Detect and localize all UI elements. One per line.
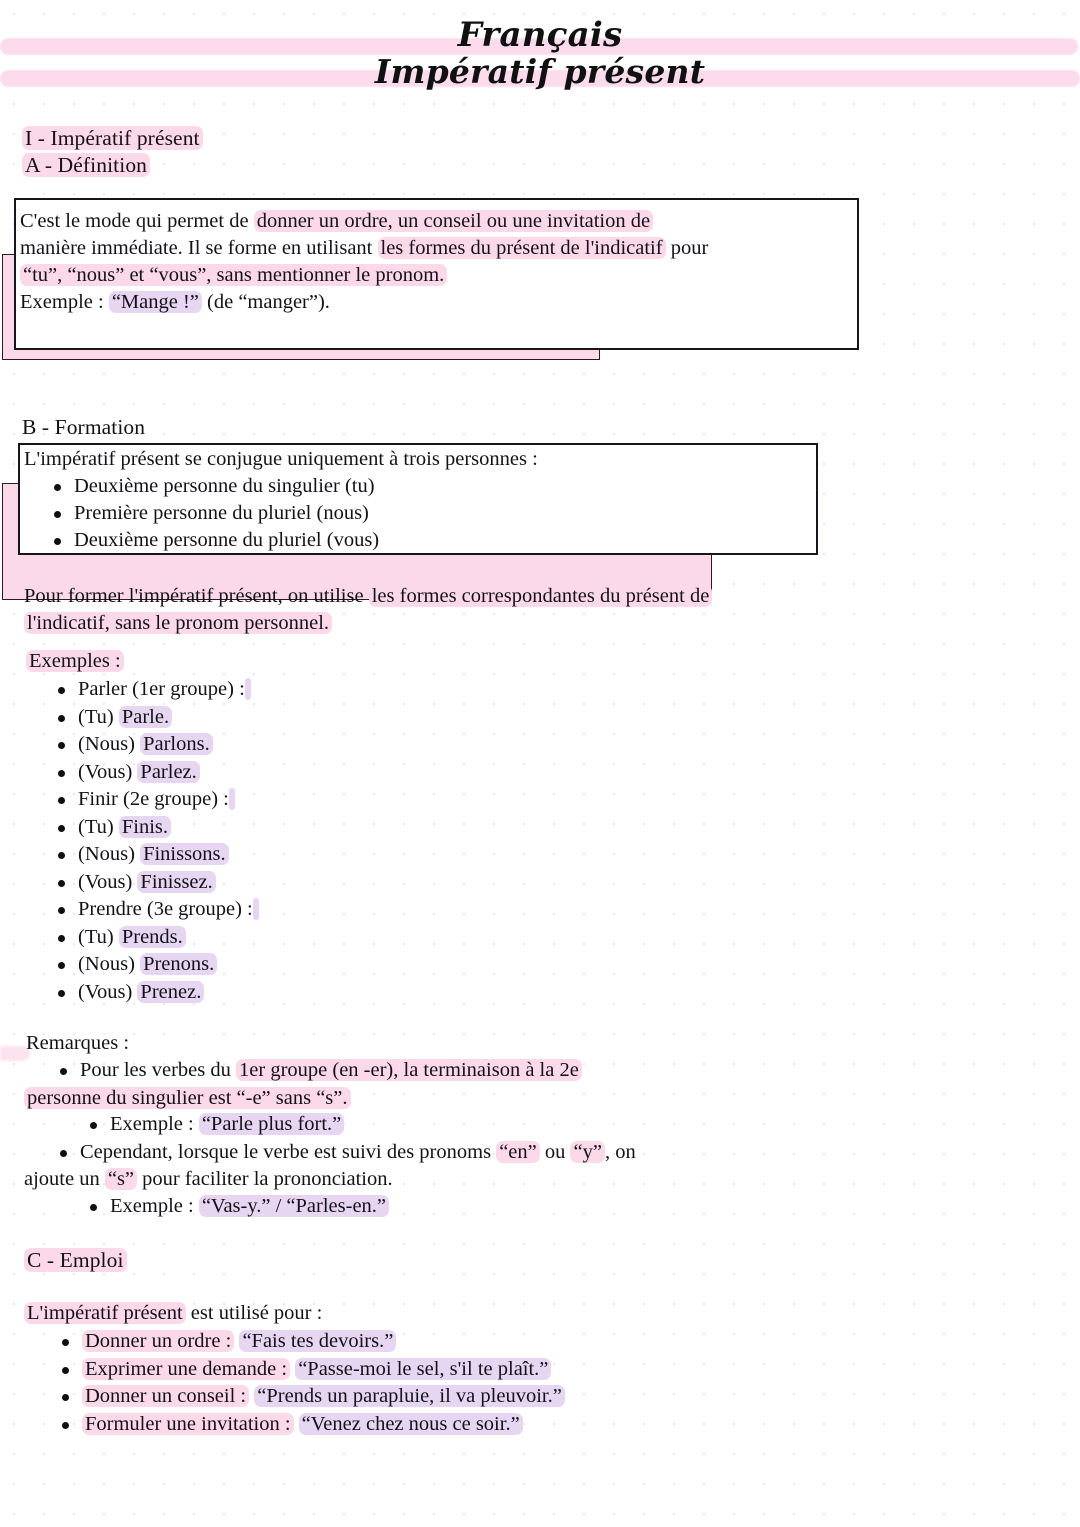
list-item: Parler (1er groupe) : (48, 676, 648, 704)
list-item: (Tu) Prends. (48, 924, 648, 952)
remarques-example-2 (80, 1193, 1024, 1221)
definition-l1-highlight: donner un ordre, un conseil ou une invitation de (254, 210, 653, 232)
list-item: (Nous) Parlons. (48, 731, 648, 759)
emploi-intro: L'impératif présent est utilisé pour : (24, 1300, 924, 1327)
formation-paragraph (24, 583, 924, 636)
list-item: Donner un ordre : “Fais tes devoirs.” (52, 1328, 952, 1356)
formation-intro: L'impératif présent se conjugue uniquement à trois personnes : (24, 448, 538, 470)
list-item: (Nous) Finissons. (48, 841, 648, 869)
definition-text (20, 208, 860, 316)
remarques-r1-line2: personne du singulier est “-e” sans “s”. (24, 1085, 1024, 1112)
definition-l2-highlight: les formes du présent de l'indicatif (378, 237, 666, 259)
list-item: Deuxième personne du singulier (tu) (46, 473, 814, 500)
definition-l2-plain: manière immédiate. Il se forme en utilisant (20, 237, 378, 259)
formation-text (24, 446, 814, 554)
list-item: Pour les verbes du 1er groupe (en -er), la terminaison à la 2e (50, 1057, 1024, 1085)
definition-l4-plain: Exemple : (20, 291, 109, 313)
heading-section-B: B - Formation (22, 415, 146, 439)
list-item: (Vous) Prenez. (48, 979, 648, 1007)
formation-para-l1-plain: Pour former l'impératif présent, on utilise (24, 585, 369, 607)
definition-l4-highlight: “Mange !” (109, 291, 202, 313)
list-item: Exprimer une demande : “Passe-moi le sel, s'il te plaît.” (52, 1356, 952, 1384)
formation-card (0, 443, 822, 573)
formation-para-l2-highlight: l'indicatif, sans le pronom personnel. (24, 612, 332, 634)
list-item: (Vous) Finissez. (48, 869, 648, 897)
list-item: (Nous) Prenons. (48, 951, 648, 979)
emploi-list (52, 1328, 952, 1438)
list-item: (Tu) Finis. (48, 814, 648, 842)
list-item: (Tu) Parle. (48, 704, 648, 732)
definition-l1-plain: C'est le mode qui permet de (20, 210, 254, 232)
definition-l3-highlight: “tu”, “nous” et “vous”, sans mentionner le pronom. (20, 264, 447, 286)
list-item: Donner un conseil : “Prends un parapluie, il va pleuvoir.” (52, 1383, 952, 1411)
list-item: (Vous) Parlez. (48, 759, 648, 787)
definition-card (0, 198, 862, 366)
title-subject: Français (457, 15, 623, 55)
remarques-list (50, 1057, 1024, 1085)
list-item: Finir (2e groupe) : (48, 786, 648, 814)
examples-label: Exemples : (26, 648, 124, 675)
examples-list (48, 676, 648, 1006)
heading-section-C: C - Emploi (24, 1248, 127, 1273)
list-item: Deuxième personne du pluriel (vous) (46, 527, 814, 554)
heading-section-A: A - Définition (22, 153, 150, 178)
list-item: Formuler une invitation : “Venez chez nous ce soir.” (52, 1411, 952, 1439)
remarques-example-1 (80, 1111, 1024, 1139)
definition-l4-tail: (de “manger”). (201, 291, 330, 313)
list-item: Première personne du pluriel (nous) (46, 500, 814, 527)
list-item: Prendre (3e groupe) : (48, 896, 648, 924)
remarques-r3 (50, 1139, 1024, 1167)
remarques-r3-line2: ajoute un “s” pour faciliter la prononciation. (24, 1168, 393, 1190)
title-topic: Impératif présent (374, 51, 706, 91)
formation-para-l1-highlight: les formes correspondantes du présent de (369, 585, 713, 607)
list-item: Cependant, lorsque le verbe est suivi des pronoms “en” ou “y” , on (50, 1139, 1024, 1167)
remarques-label: Remarques : (26, 1032, 130, 1054)
definition-l2-tail: pour (665, 237, 709, 259)
formation-person-list (46, 473, 814, 554)
remarques-block (24, 1057, 1024, 1220)
list-item: Exemple : “Parle plus fort.” (80, 1111, 1024, 1139)
list-item: Exemple : “Vas-y.” / “Parles-en.” (80, 1193, 1024, 1221)
heading-section-I: I - Impératif présent (22, 126, 203, 151)
